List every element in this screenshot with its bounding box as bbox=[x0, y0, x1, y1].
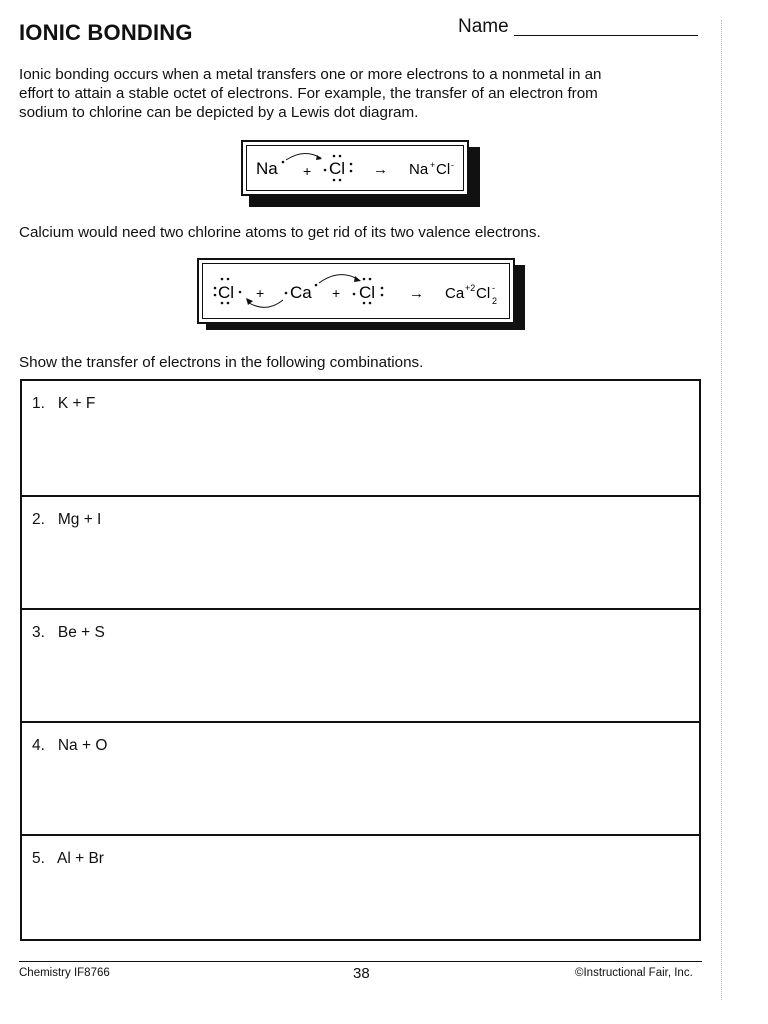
name-label: Name bbox=[458, 16, 509, 37]
name-field[interactable] bbox=[514, 35, 698, 36]
problem-table bbox=[20, 379, 701, 941]
example1-box bbox=[241, 140, 469, 196]
problem-elements: Al + Br bbox=[57, 850, 104, 867]
problem-label bbox=[32, 624, 105, 642]
product-anion: Cl bbox=[436, 161, 451, 178]
problem-row[interactable] bbox=[22, 608, 699, 721]
example2-box bbox=[197, 258, 515, 324]
problem-row[interactable] bbox=[22, 381, 699, 495]
calcium-text: Calcium would need two chlorine atoms to get rid of its two valence electrons. bbox=[19, 224, 541, 241]
cation-charge: +2 bbox=[465, 283, 476, 293]
footer-publisher: ©Instructional Fair, Inc. bbox=[575, 967, 693, 979]
metal-symbol: Ca bbox=[290, 283, 312, 302]
problem-elements: K + F bbox=[57, 395, 96, 412]
product-cation: Ca bbox=[445, 285, 465, 302]
product-anion: Cl bbox=[476, 285, 491, 302]
reaction-arrow: → bbox=[373, 161, 388, 178]
anion-charge: - bbox=[451, 160, 454, 170]
intro-line: Ionic bonding occurs when a metal transfers one or more electrons to a nonmetal in an bbox=[19, 66, 602, 83]
intro-line: effort to attain a stable octet of electrons. For example, the transfer of an electron from bbox=[19, 85, 598, 102]
plus-sign: + bbox=[332, 285, 341, 301]
nonmetal-symbol: Cl bbox=[329, 159, 346, 178]
right-chlorine: Cl bbox=[359, 283, 376, 302]
problem-number: 1. bbox=[32, 395, 45, 412]
plus-sign: + bbox=[256, 285, 265, 301]
problem-label bbox=[32, 850, 104, 868]
left-chlorine: Cl bbox=[218, 283, 235, 302]
problem-row[interactable] bbox=[22, 834, 699, 939]
lewis-diagram-cacl2 bbox=[197, 258, 515, 324]
cation-charge: + bbox=[430, 160, 436, 170]
footer-page-number: 38 bbox=[353, 965, 370, 982]
problem-label bbox=[32, 395, 95, 413]
problem-number: 2. bbox=[32, 511, 45, 528]
footer-rule bbox=[19, 961, 702, 962]
footer-book-code: Chemistry IF8766 bbox=[19, 967, 110, 979]
problem-number: 3. bbox=[32, 624, 45, 641]
page-edge bbox=[721, 20, 722, 1000]
problem-elements: Na + O bbox=[57, 737, 108, 754]
intro-line: sodium to chlorine can be depicted by a Lewis dot diagram. bbox=[19, 104, 419, 121]
problem-elements: Be + S bbox=[57, 624, 105, 641]
product-cation: Na bbox=[409, 161, 429, 178]
anion-charge: - bbox=[492, 283, 495, 293]
anion-subscript: 2 bbox=[492, 296, 498, 306]
reaction-arrow: → bbox=[409, 285, 424, 302]
plus-sign: + bbox=[303, 163, 312, 179]
problem-label bbox=[32, 511, 101, 529]
problem-label bbox=[32, 737, 107, 755]
problem-row[interactable] bbox=[22, 495, 699, 608]
intro-paragraph bbox=[19, 65, 709, 122]
problem-number: 4. bbox=[32, 737, 45, 754]
problem-number: 5. bbox=[32, 850, 45, 867]
instruction-text: Show the transfer of electrons in the following combinations. bbox=[19, 354, 424, 371]
lewis-diagram-nacl bbox=[241, 140, 469, 196]
problem-row[interactable] bbox=[22, 721, 699, 834]
worksheet-title: IONIC BONDING bbox=[19, 20, 193, 45]
metal-symbol: Na bbox=[256, 159, 278, 178]
problem-elements: Mg + I bbox=[57, 511, 102, 528]
